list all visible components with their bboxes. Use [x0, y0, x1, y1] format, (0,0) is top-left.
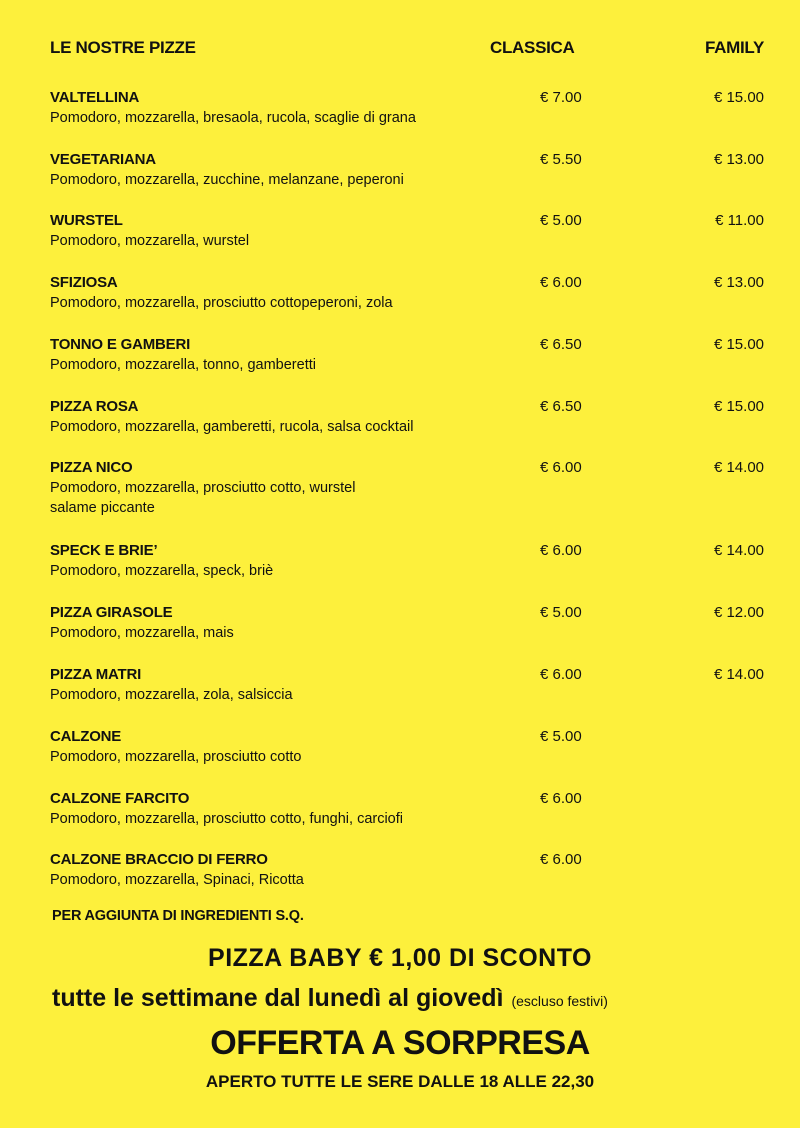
item-name: CALZONE — [50, 728, 122, 745]
promo-weekly — [52, 984, 608, 1013]
item-name: TONNO E GAMBERI — [50, 336, 191, 353]
price-classica: € 6.00 — [540, 542, 582, 559]
item-name: PIZZA MATRI — [50, 666, 142, 683]
menu-item — [50, 150, 770, 190]
price-classica: € 6.00 — [540, 790, 582, 807]
item-description: Pomodoro, mozzarella, bresaola, rucola, scaglie di grana — [50, 110, 416, 126]
menu-header — [50, 38, 764, 62]
price-classica: € 6.00 — [540, 274, 582, 291]
promo-baby: PIZZA BABY € 1,00 DI SCONTO — [208, 944, 592, 972]
item-name: VEGETARIANA — [50, 151, 156, 168]
price-classica: € 6.50 — [540, 336, 582, 353]
item-name: WURSTEL — [50, 212, 123, 229]
price-classica: € 5.00 — [540, 604, 582, 621]
item-name: VALTELLINA — [50, 89, 140, 106]
price-classica: € 5.00 — [540, 212, 582, 229]
menu-item — [50, 603, 770, 643]
price-classica: € 6.50 — [540, 398, 582, 415]
item-description: Pomodoro, mozzarella, prosciutto cotto — [50, 749, 302, 765]
price-classica: € 5.00 — [540, 728, 582, 745]
price-family: € 15.00 — [713, 89, 764, 106]
menu-item — [50, 789, 770, 829]
price-classica: € 7.00 — [540, 89, 582, 106]
promo-surprise: OFFERTA A SORPRESA — [210, 1024, 590, 1062]
item-description: Pomodoro, mozzarella, mais — [50, 625, 234, 641]
menu-title: LE NOSTRE PIZZE — [50, 38, 196, 57]
column-classica-header: CLASSICA — [490, 38, 575, 57]
menu-item — [50, 397, 770, 437]
item-description: salame piccante — [50, 500, 155, 516]
opening-hours: APERTO TUTTE LE SERE DALLE 18 ALLE 22,30 — [205, 1072, 595, 1091]
price-family: € 11.00 — [715, 212, 764, 229]
item-name: PIZZA ROSA — [50, 398, 139, 415]
price-classica: € 5.50 — [540, 151, 582, 168]
item-name: SFIZIOSA — [50, 274, 118, 291]
item-name: CALZONE FARCITO — [50, 790, 190, 807]
item-description: Pomodoro, mozzarella, prosciutto cotto, funghi, carciofi — [50, 811, 403, 827]
item-description: Pomodoro, mozzarella, prosciutto cottopeperoni, zola — [50, 295, 393, 311]
price-family: € 15.00 — [713, 336, 764, 353]
item-description: Pomodoro, mozzarella, gamberetti, rucola, salsa cocktail — [50, 419, 414, 435]
promo-weekly-note: (escluso festivi) — [511, 993, 608, 1009]
item-description: Pomodoro, mozzarella, tonno, gamberetti — [50, 357, 316, 373]
price-family: € 14.00 — [713, 666, 764, 683]
column-family-header: FAMILY — [705, 38, 764, 57]
price-family: € 13.00 — [713, 151, 764, 168]
price-family: € 15.00 — [713, 398, 764, 415]
price-classica: € 6.00 — [540, 666, 582, 683]
price-classica: € 6.00 — [540, 459, 582, 476]
price-family: € 12.00 — [713, 604, 764, 621]
menu-item — [50, 458, 770, 518]
menu-item — [50, 541, 770, 581]
item-description: Pomodoro, mozzarella, prosciutto cotto, wurstel — [50, 480, 356, 496]
extra-ingredients-note: PER AGGIUNTA DI INGREDIENTI S.Q. — [52, 908, 304, 924]
price-family: € 14.00 — [713, 542, 764, 559]
price-family: € 13.00 — [713, 274, 764, 291]
item-description: Pomodoro, mozzarella, zucchine, melanzane, peperoni — [50, 172, 404, 188]
item-name: PIZZA GIRASOLE — [50, 604, 173, 621]
item-name: SPECK E BRIE’ — [50, 542, 158, 559]
item-description: Pomodoro, mozzarella, wurstel — [50, 233, 250, 249]
menu-item — [50, 335, 770, 375]
menu-item — [50, 273, 770, 313]
item-description: Pomodoro, mozzarella, zola, salsiccia — [50, 687, 293, 703]
promo-weekly-text: tutte le settimane dal lunedì al giovedì — [52, 984, 504, 1012]
menu-item — [50, 727, 770, 767]
item-description: Pomodoro, mozzarella, speck, briè — [50, 563, 274, 579]
menu-item — [50, 211, 770, 251]
menu-item — [50, 665, 770, 705]
price-classica: € 6.00 — [540, 851, 582, 868]
price-family: € 14.00 — [713, 459, 764, 476]
menu-item — [50, 88, 770, 128]
menu-item — [50, 850, 770, 890]
item-name: PIZZA NICO — [50, 459, 133, 476]
item-description: Pomodoro, mozzarella, Spinaci, Ricotta — [50, 872, 304, 888]
item-name: CALZONE BRACCIO DI FERRO — [50, 851, 268, 868]
